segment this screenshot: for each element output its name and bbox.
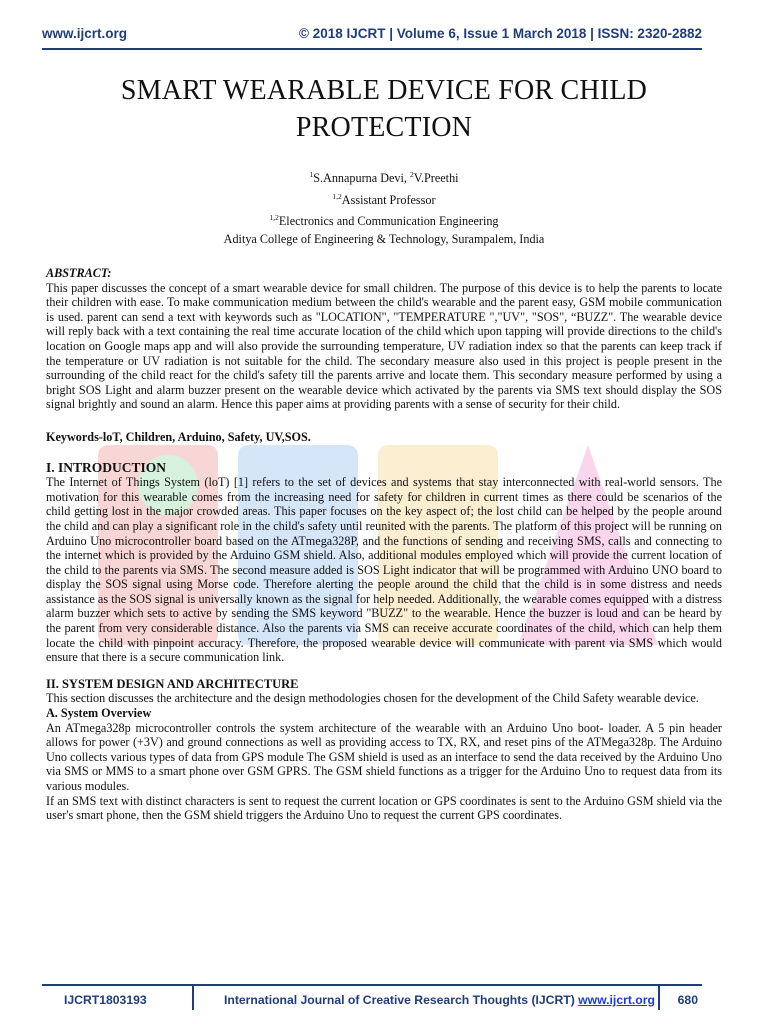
page-footer <box>42 984 702 1012</box>
introduction-text: The Internet of Things System (loT) [1] refers to the set of devices and systems that stay interconnected with real-world sensors. The motivation for this wearable comes from the increasing need for safety for children in current times as there could be scenarios of the child getting lost in the major crowded areas. This paper focuses on the key aspect of; the lost child can be helped by the people around the child and can play a significant role in the child's safety until reunited with the parents. The platform of this project will be running on Arduino Uno microcontroller board based on the ATmega328P, and the functions of sending and receiving SMS, calls and connecting to the internet which is provided by the Arduino GSM shield. Also, additional modules employed which will provide the current location of the child to the parents via SMS. The second measure added is SOS Light indicator that will be programmed with Arduino UNO board to display the SOS signal using Morse code. Therefore alerting the people around the child that the child is in some distress and needs assistance as the SOS signal is universally known as the signal for help needed. Additionally, the wearable comes equipped with a distress alarm buzzer which sets to active by sending the SMS keyword "BUZZ" to the wearable. Hence the buzzer is loud and can be heard by the parent from very considerable distance. Also the parents via SMS can receive accurate coordinates of the child, which can help them locate the child with pinpoint accuracy. Therefore, the proposed wearable device will communicate with parent via SMS which would ensure that there is a secure communication link. <box>46 475 722 665</box>
role-sup: 1,2 <box>332 191 342 201</box>
role-text: Assistant Professor <box>341 192 436 207</box>
header-journal-info: © 2018 IJCRT | Volume 6, Issue 1 March 2018 | ISSN: 2320-2882 <box>299 26 702 41</box>
keywords: Keywords-loT, Children, Arduino, Safety, UV,SOS. <box>46 429 311 444</box>
section2-intro: This section discusses the architecture and the design methodologies chosen for the development of the Child Safety wearable device. <box>46 691 699 706</box>
author-names <box>40 166 728 188</box>
footer-paper-id: IJCRT1803193 <box>64 993 147 1007</box>
page-header <box>42 26 702 44</box>
abstract-heading: ABSTRACT: <box>46 266 112 280</box>
system-overview-heading: A. System Overview <box>46 706 152 721</box>
header-divider <box>42 48 702 50</box>
title-line-1: SMART WEARABLE DEVICE FOR CHILD <box>120 75 648 106</box>
author2-name: V.Preethi <box>413 171 459 186</box>
section2-heading: II. SYSTEM DESIGN AND ARCHITECTURE <box>46 676 299 691</box>
author1-sup: 1 <box>309 170 314 179</box>
author1-name: S.Annapurna Devi, <box>313 171 410 186</box>
author-role <box>40 188 728 210</box>
introduction-heading: I. INTRODUCTION <box>46 459 167 475</box>
author-institution: Aditya College of Engineering & Technology, Surampalem, India <box>223 231 545 246</box>
paper-title <box>60 72 708 146</box>
footer-journal-link[interactable]: www.ijcrt.org <box>578 993 655 1007</box>
footer-divider-left <box>192 986 194 1010</box>
dept-text: Electronics and Communication Engineering <box>278 214 499 229</box>
abstract-text: This paper discusses the concept of a smart wearable device for small children. The purpose of this device is to help the parents to locate their children with ease. To make communication medium between the child's wearable and the parent easy, GSM mobile communication is used. parent can send a text with keywords such as "LOCATION", "TEMPERATURE ","UV", "SOS", “BUZZ". The wearable device will reply back with a text containing the real time accurate location of the child which upon tapping will provide directions to the child's location on Google maps app and will also provide the surrounding temperature, UV radiation index so that the parents can keep track if the temperature or UV radiation is not suitable for the child. The secondary measure also used in this project is people present in the surrounding of the child react for the child's safety till the parents arrive and locate them. This secondary measure performed by using a bright SOS Light and alarm buzzer present on the wearable device which activated by the parents via SMS text should display the SOS signal brightly and sound an alarm. Hence this paper aims at providing parents with a sense of security for their child. <box>46 280 722 412</box>
author2-sup: 2 <box>410 170 414 179</box>
footer-journal <box>224 993 655 1007</box>
footer-divider-right <box>658 986 660 1010</box>
title-line-2: PROTECTION <box>295 112 473 143</box>
footer-page-number: 680 <box>677 993 698 1007</box>
paper-body <box>46 266 722 823</box>
author-block <box>40 166 728 248</box>
system-overview-para1: An ATmega328p microcontroller controls the system architecture of the wearable with an Arduino Uno boot- loader. A 5 pin header allows for power (+3V) and ground connections as well as providing access to TX, RX, and reset pins of the ATMega328p. The Arduino Uno collects various types of data from GPS module The GSM shield is used as an interface to send the data received by the Arduino Uno via SMS or MMS to a smart phone over GSM GPRS. The GSM shield functions as a trigger for the Arduino Uno to request data from its various modules. <box>46 720 722 793</box>
footer-journal-name: International Journal of Creative Research Thoughts (IJCRT) <box>224 993 579 1007</box>
system-overview-para2: If an SMS text with distinct characters is sent to request the current location or GPS coordinates is sent to the Arduino GSM shield via the user's smart phone, then the GSM shield triggers the Arduino Uno to request the current GPS coordinates. <box>46 793 722 823</box>
dept-sup: 1,2 <box>269 213 279 223</box>
header-site-link[interactable]: www.ijcrt.org <box>42 26 128 41</box>
author-department <box>40 209 728 231</box>
